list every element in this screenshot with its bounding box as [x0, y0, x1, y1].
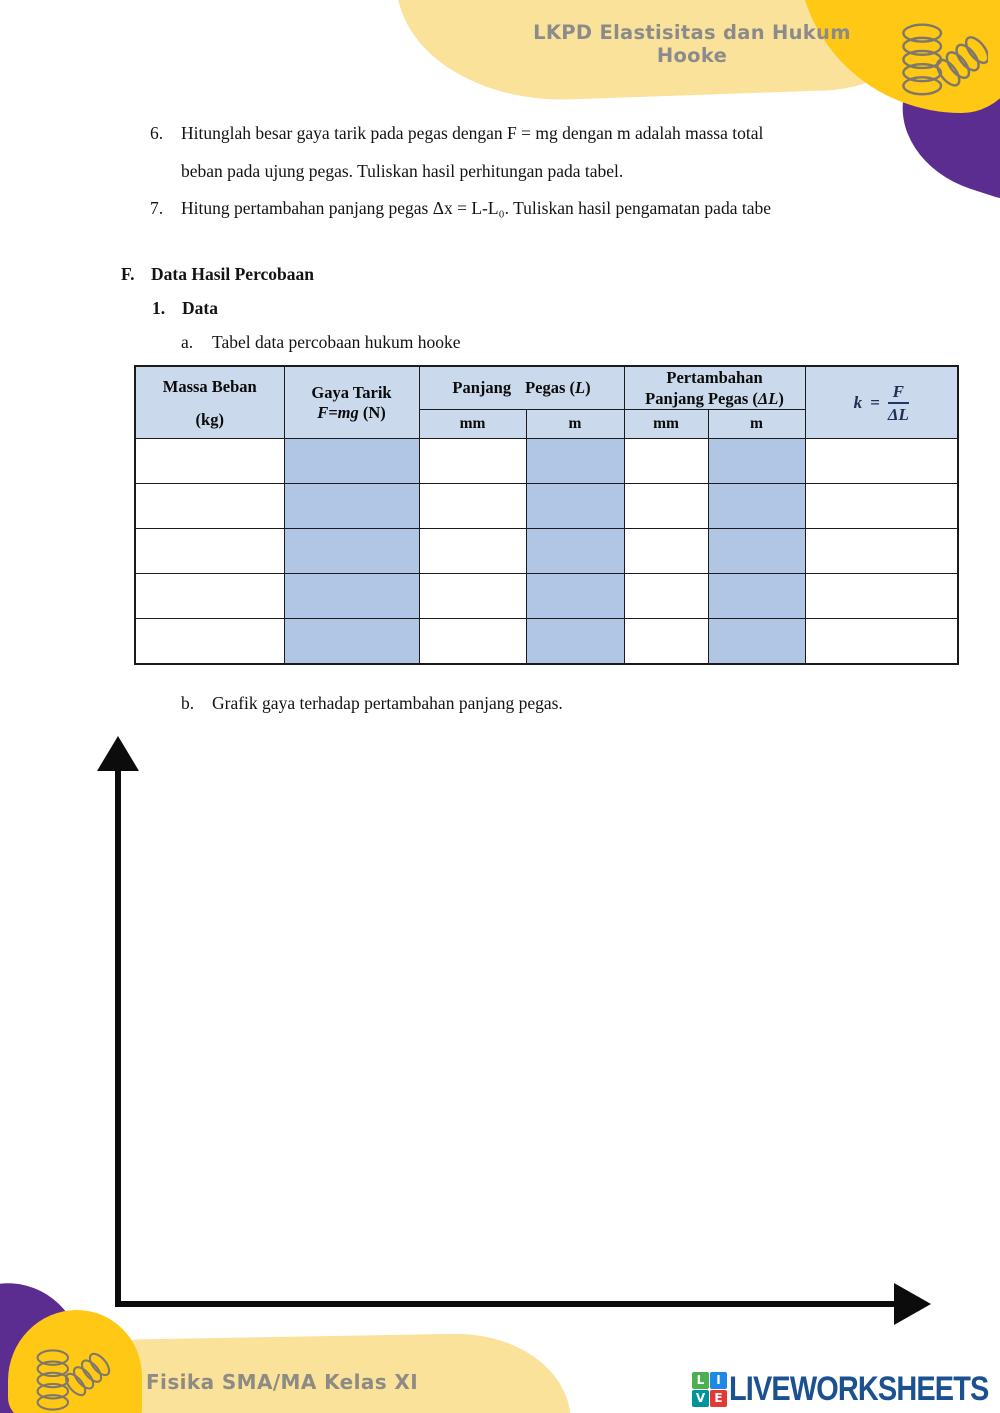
table-cell[interactable] — [624, 619, 708, 665]
list-a-title: Tabel data percobaan hukum hooke — [212, 332, 461, 352]
table-cell[interactable] — [284, 574, 419, 619]
unit-header-m-panjang: m — [526, 410, 624, 439]
footer-course-label: Fisika SMA/MA Kelas XI — [146, 1370, 419, 1394]
table-cell[interactable] — [708, 619, 805, 665]
x-axis-line — [115, 1301, 894, 1307]
springs-icon — [894, 18, 988, 116]
liveworksheets-logo-icon: L I V E — [692, 1372, 727, 1407]
table-cell[interactable] — [135, 439, 284, 484]
table-cell[interactable] — [624, 484, 708, 529]
instruction-6-line2: beban pada ujung pegas. Tuliskan hasil perhitungan pada tabel. — [181, 161, 624, 181]
unit-header-mm-panjang: mm — [419, 410, 526, 439]
table-cell[interactable] — [624, 439, 708, 484]
table-cell[interactable] — [805, 619, 958, 665]
table-cell[interactable] — [284, 484, 419, 529]
table-row — [135, 484, 958, 529]
table-cell[interactable] — [284, 529, 419, 574]
table-cell[interactable] — [419, 574, 526, 619]
table-cell[interactable] — [805, 484, 958, 529]
table-cell[interactable] — [526, 439, 624, 484]
list-b-label: b. — [181, 693, 195, 713]
col-header-pertambahan: Pertambahan Panjang Pegas (ΔL) — [624, 366, 805, 410]
liveworksheets-brand — [692, 1371, 1000, 1407]
table-cell[interactable] — [419, 529, 526, 574]
unit-header-mm-pertambahan: mm — [624, 410, 708, 439]
springs-icon — [28, 1340, 116, 1413]
x-axis-arrow-icon — [894, 1283, 931, 1325]
list-1-label: 1. — [152, 298, 166, 318]
table-cell[interactable] — [135, 484, 284, 529]
table-cell[interactable] — [805, 574, 958, 619]
instruction-7-number: 7. — [150, 198, 164, 218]
worksheet-title: LKPD Elastisitas dan Hukum Hooke — [533, 21, 851, 67]
table-cell[interactable] — [284, 439, 419, 484]
table-row — [135, 529, 958, 574]
col-header-k: k = $\frac{F}{\Delta L}$ — [805, 366, 958, 439]
table-cell[interactable] — [708, 484, 805, 529]
table-cell[interactable] — [805, 439, 958, 484]
table-cell[interactable] — [284, 619, 419, 665]
table-cell[interactable] — [624, 529, 708, 574]
col-header-gaya: Gaya Tarik F=mg (N) — [284, 366, 419, 439]
section-f-label: F. — [121, 264, 135, 284]
instruction-6-line1: Hitunglah besar gaya tarik pada pegas dengan F = mg dengan m adalah massa total — [181, 123, 764, 143]
table-cell[interactable] — [708, 574, 805, 619]
col-header-massa: Massa Beban (kg) — [135, 366, 284, 439]
table-cell[interactable] — [526, 484, 624, 529]
table-body — [135, 439, 958, 665]
table-cell[interactable] — [135, 574, 284, 619]
table-cell[interactable] — [135, 529, 284, 574]
table-cell[interactable] — [419, 439, 526, 484]
table-cell[interactable] — [708, 529, 805, 574]
liveworksheets-wordmark: LIVEWORKSHEETS — [729, 1370, 989, 1408]
instruction-6-number: 6. — [150, 123, 164, 143]
table-cell[interactable] — [419, 484, 526, 529]
table-cell[interactable] — [419, 619, 526, 665]
y-axis-line — [115, 766, 121, 1307]
table-cell[interactable] — [526, 619, 624, 665]
table-row — [135, 439, 958, 484]
table-row — [135, 574, 958, 619]
section-f-title: Data Hasil Percobaan — [151, 264, 315, 284]
table-cell[interactable] — [708, 439, 805, 484]
unit-header-m-pertambahan: m — [708, 410, 805, 439]
table-cell[interactable] — [624, 574, 708, 619]
table-cell[interactable] — [526, 529, 624, 574]
table-cell[interactable] — [135, 619, 284, 665]
instruction-7-line1: Hitung pertambahan panjang pegas Δx = L-L₀. Tuliskan hasil pengamatan pada tabe — [181, 198, 771, 218]
hooke-data-table — [134, 365, 959, 665]
table-cell[interactable] — [805, 529, 958, 574]
table-cell[interactable] — [526, 574, 624, 619]
table-row — [135, 619, 958, 665]
list-1-title: Data — [182, 298, 218, 318]
list-b-title: Grafik gaya terhadap pertambahan panjang pegas. — [212, 693, 563, 713]
col-header-panjang: Panjang Pegas (L) — [419, 366, 624, 410]
list-a-label: a. — [181, 332, 194, 352]
